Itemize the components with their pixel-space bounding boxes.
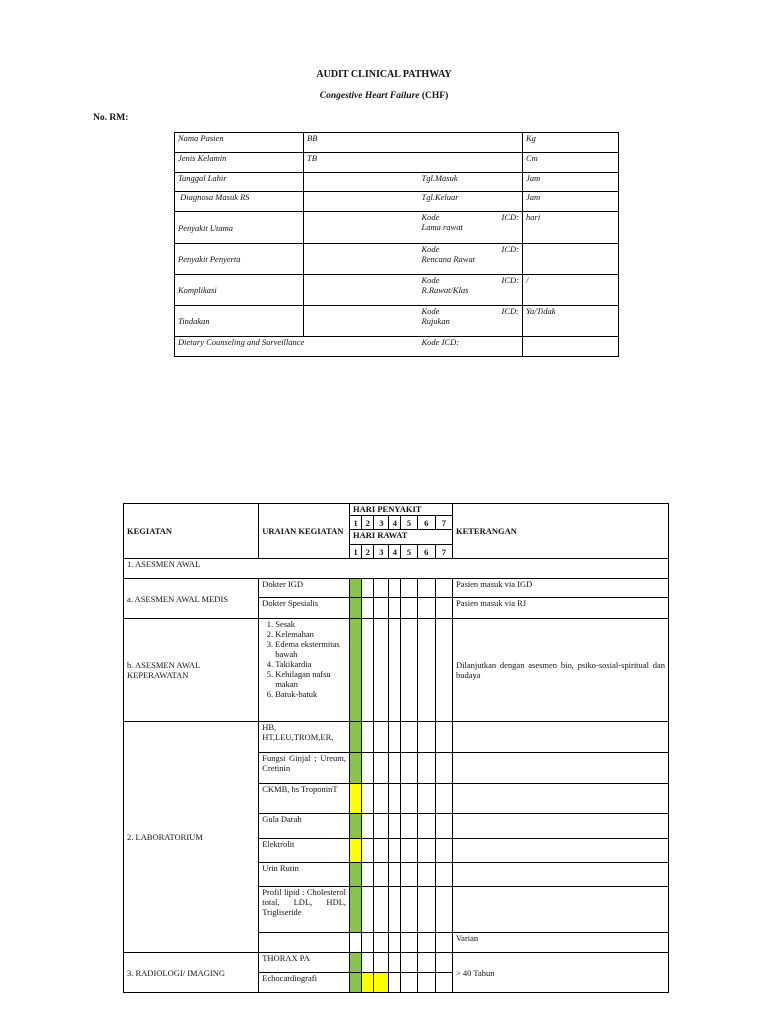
asesmen-awal-medis-label: a. ASESMEN AWAL MEDIS: [124, 579, 259, 619]
day-2: 2: [362, 545, 374, 559]
radiologi-label: 3. RADIOLOGI/ IMAGING: [124, 953, 259, 993]
day-4: 4: [389, 545, 401, 559]
thorax-item: THORAX PA: [259, 953, 350, 973]
lab-item: Profil lipid : Cholesterol total, LDL, HDL, Trigliseride: [259, 887, 350, 933]
dokter-spesialis-item: Dokter Spesialis: [259, 598, 350, 619]
tindakan-label: Tindakan: [175, 306, 304, 337]
kg-label: Kg: [523, 133, 619, 153]
hari-penyakit-header: HARI PENYAKIT: [350, 504, 453, 516]
cm-label: Cm: [523, 153, 619, 173]
keterangan-asesmen-lanjutan: Dilanjutkan dengan asesmen bio, psiko-sosial-spiritual dan budaya: [452, 619, 668, 722]
day-6: 6: [417, 516, 435, 530]
laboratorium-label: 2. LABORATORIUM: [124, 722, 259, 953]
keterangan-rj: Pasien masuk via RJ: [452, 598, 668, 619]
komplikasi-label: Komplikasi: [175, 275, 304, 306]
diagnosa-label: Diagnosa Masuk RS: [175, 192, 304, 212]
dietary-label: Dietary Counseling and Surveillance: [175, 337, 419, 357]
day-3: 3: [374, 545, 389, 559]
symptom-item: 1. Sesak: [275, 619, 346, 629]
symptom-item: 2. Kelemahan: [275, 629, 346, 639]
kode-icd-lama-rawat: Kode ICD: Lama rawat: [419, 212, 523, 244]
clinical-pathway-table: [123, 503, 669, 993]
dokter-igd-item: Dokter IGD: [259, 579, 350, 598]
document-subtitle: Congestive Heart Failure (CHF): [319, 91, 449, 101]
section-asesmen-awal: 1. ASESMEN AWAL: [124, 559, 669, 579]
lab-item: Elektrolit: [259, 839, 350, 863]
keterangan-umur: > 40 Tahun: [452, 953, 668, 993]
jenis-kelamin-label: Jenis Kelamin: [175, 153, 304, 173]
lab-item: HB, HT,LEU,TROM,ER,: [259, 722, 350, 753]
symptom-item: 4. Takikardia: [275, 659, 346, 669]
kode-icd-dietary: Kode ICD:: [419, 337, 523, 357]
jam-label-1: Jam: [523, 173, 619, 192]
hari-rawat-header: HARI RAWAT: [350, 530, 453, 545]
lab-item: Gula Darah: [259, 814, 350, 839]
tgl-masuk-label: Tgl.Masuk: [419, 173, 523, 192]
kegiatan-header: KEGIATAN: [124, 504, 259, 559]
kode-icd-rawat-klas: Kode ICD: R.Rawat/Klas: [419, 275, 523, 306]
varian-label: Varian: [452, 933, 668, 953]
kode-icd-rujukan: Kode ICD: Rujukan: [419, 306, 523, 337]
tgl-keluar-label: Tgl.Keluar: [419, 192, 523, 212]
slash-label: /: [523, 275, 619, 306]
echo-item: Echocardiografi: [259, 973, 350, 993]
patient-info-table: [174, 132, 619, 357]
kode-icd-rencana-rawat: Kode ICD: Rencana Rawat: [419, 244, 523, 275]
no-rm-label: No. RM:: [93, 113, 129, 123]
day-7: 7: [435, 545, 452, 559]
day-1: 1: [350, 516, 362, 530]
nama-pasien-label: Nama Pasien: [175, 133, 304, 153]
day-5: 5: [401, 516, 417, 530]
jam-label-2: Jam: [523, 192, 619, 212]
keterangan-igd: Pasien masuk via IGD: [452, 579, 668, 598]
ya-tidak-label: Ya/Tidak: [523, 306, 619, 337]
day-3: 3: [374, 516, 389, 530]
keterangan-header: KETERANGAN: [452, 504, 668, 559]
uraian-header: URAIAN KEGIATAN: [259, 504, 350, 559]
day-1: 1: [350, 545, 362, 559]
day-7: 7: [435, 516, 452, 530]
penyakit-utama-label: Penyakit Utama: [175, 212, 304, 244]
tb-label: TB: [304, 153, 523, 173]
day-5: 5: [401, 545, 417, 559]
symptom-item: 3. Edema ekstermitas bawah: [275, 639, 346, 659]
day-6: 6: [417, 545, 435, 559]
bb-label: BB: [304, 133, 523, 153]
symptom-list: [259, 619, 350, 722]
tanggal-lahir-label: Tanggal Lahir: [175, 173, 304, 192]
penyakit-penyerta-label: Penyakit Penyerta: [175, 244, 304, 275]
lab-item: Fungsi Ginjal ; Ureum, Cretinin: [259, 753, 350, 784]
symptom-item: 6. Batuk-batuk: [275, 689, 346, 699]
symptom-item: 5. Kehilagan nafsu makan: [275, 669, 346, 689]
day-2: 2: [362, 516, 374, 530]
hari-label: hari: [523, 212, 619, 244]
lab-item: CKMB, hs TroponinT: [259, 784, 350, 814]
lab-item: Urin Rutin: [259, 863, 350, 887]
day-4: 4: [389, 516, 401, 530]
document-title: AUDIT CLINICAL PATHWAY: [316, 69, 452, 80]
asesmen-awal-keperawatan-label: b. ASESMEN AWAL KEPERAWATAN: [124, 619, 259, 722]
